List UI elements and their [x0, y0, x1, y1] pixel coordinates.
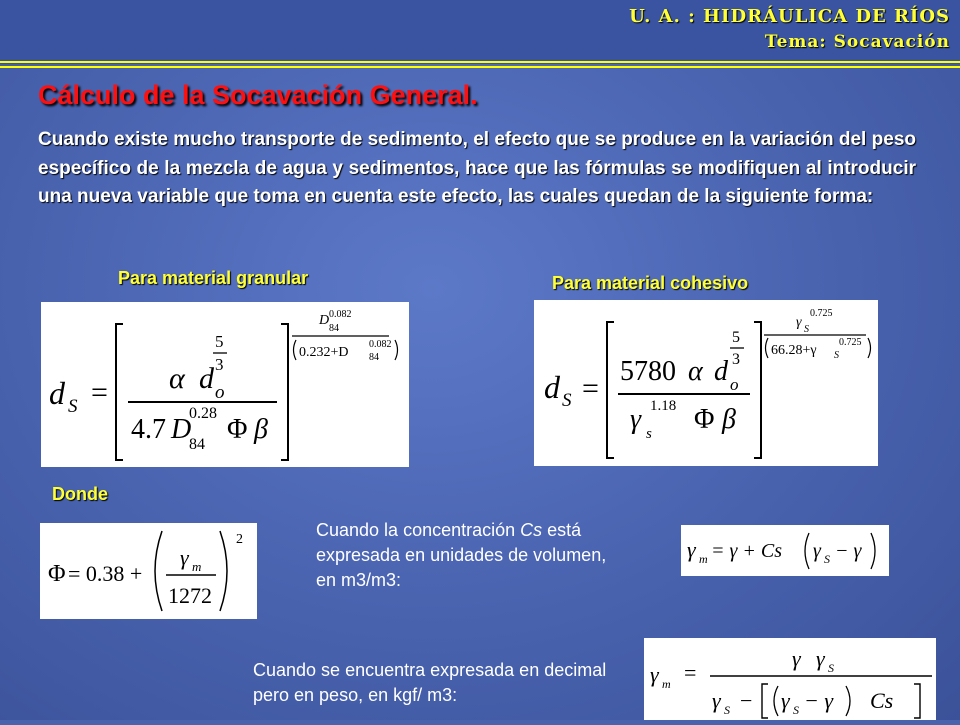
granular-formula-box — [41, 302, 409, 467]
svg-text:84: 84 — [369, 352, 379, 363]
svg-text:S: S — [562, 390, 572, 411]
svg-text:3: 3 — [215, 355, 224, 374]
svg-text:1.18: 1.18 — [650, 398, 677, 414]
slide-header — [0, 0, 960, 64]
svg-text:Φ: Φ — [48, 561, 66, 587]
svg-text:S: S — [793, 703, 799, 717]
svg-text:0.725: 0.725 — [810, 308, 833, 319]
svg-text:S: S — [724, 703, 730, 717]
cohesive-label: Para material cohesivo — [552, 273, 749, 293]
cohesive-formula — [534, 300, 878, 466]
svg-text:m: m — [699, 552, 708, 566]
svg-text:S: S — [834, 350, 839, 361]
gamma-volume-formula — [681, 525, 889, 576]
svg-text:=: = — [91, 376, 108, 409]
gamma-weight-formula — [644, 638, 936, 720]
svg-text:4.7: 4.7 — [131, 414, 166, 445]
svg-text:d: d — [199, 362, 214, 395]
svg-text:D: D — [171, 414, 192, 445]
svg-text:=: = — [684, 660, 697, 685]
svg-text:m: m — [662, 677, 671, 691]
granular-label: Para material granular — [118, 268, 309, 288]
header-divider-line — [0, 61, 960, 63]
svg-text:5: 5 — [215, 332, 224, 351]
svg-text:γ: γ — [781, 688, 790, 713]
svg-text:o: o — [215, 382, 225, 403]
svg-text:Φ: Φ — [227, 414, 248, 445]
svg-text:− γ: − γ — [804, 688, 834, 713]
svg-text:1272: 1272 — [168, 583, 212, 608]
weight-note: Cuando se encuentra expresada en decimal pero en peso, en kgf/ m3: — [253, 660, 607, 705]
svg-text:γ: γ — [816, 646, 825, 671]
svg-text:γ: γ — [180, 545, 189, 570]
svg-text:d: d — [714, 356, 728, 387]
svg-text:3: 3 — [732, 351, 740, 368]
svg-text:=: = — [582, 372, 599, 405]
svg-text:β: β — [254, 414, 268, 445]
svg-text:0.232+D: 0.232+D — [299, 345, 349, 360]
svg-text:0.725: 0.725 — [839, 337, 862, 348]
svg-text:= 0.38 +: = 0.38 + — [68, 561, 143, 586]
svg-text:m: m — [192, 559, 202, 574]
phi-formula — [40, 523, 257, 619]
svg-text:D: D — [319, 313, 330, 328]
svg-text:d: d — [544, 369, 560, 405]
gamma-volume-formula-box — [681, 525, 889, 576]
svg-text:0.082: 0.082 — [329, 309, 352, 320]
slide-title: Cálculo de la Socavación General. — [38, 80, 478, 110]
svg-text:S: S — [68, 396, 78, 417]
svg-text:γ: γ — [796, 315, 802, 330]
svg-text:− γ: − γ — [835, 540, 862, 562]
intro-paragraph: Cuando existe mucho transporte de sedimento, el efecto que se produce en la variación del peso específico de la mezcla de agua y sedimentos, hace que las fórmulas se modifiquen al introducir una nueva variable que toma en cuenta este efecto, las cuales quedan de la siguiente forma: — [38, 129, 916, 207]
svg-text:γ: γ — [712, 688, 721, 713]
svg-text:γ: γ — [687, 537, 696, 562]
header-divider-line — [0, 66, 960, 68]
svg-text:0.28: 0.28 — [189, 405, 217, 422]
svg-text:S: S — [804, 324, 809, 335]
svg-text:S: S — [828, 661, 834, 675]
svg-text:84: 84 — [189, 436, 205, 453]
volume-note: Cuando la concentración Cs está expresada en unidades de volumen, en m3/m3: — [316, 520, 607, 590]
cohesive-formula-box — [534, 300, 878, 466]
svg-text:γ: γ — [650, 662, 659, 687]
svg-text:2: 2 — [236, 532, 243, 547]
topic-title: Tema: Socavación — [764, 32, 950, 52]
course-title: U. A. : HIDRÁULICA DE RÍOS — [629, 6, 950, 27]
svg-text:84: 84 — [329, 323, 339, 334]
phi-formula-box — [40, 523, 257, 619]
svg-text:0.082: 0.082 — [369, 339, 392, 350]
svg-text:γ: γ — [630, 404, 642, 435]
svg-text:s: s — [646, 426, 652, 442]
svg-text:5780: 5780 — [620, 356, 676, 387]
svg-text:o: o — [730, 375, 739, 394]
svg-text:β: β — [722, 404, 736, 435]
svg-text:= γ + Cs: = γ + Cs — [711, 540, 782, 562]
svg-text:−: − — [740, 688, 753, 713]
svg-text:S: S — [824, 552, 830, 566]
svg-text:d: d — [49, 375, 65, 411]
svg-text:γ: γ — [813, 540, 821, 562]
svg-text:Cs: Cs — [870, 688, 894, 713]
donde-label: Donde — [52, 484, 108, 504]
svg-text:66.28+γ: 66.28+γ — [771, 343, 817, 358]
svg-text:Φ: Φ — [694, 404, 715, 435]
svg-text:α: α — [169, 362, 185, 395]
svg-text:α: α — [688, 356, 703, 387]
granular-formula — [41, 302, 409, 467]
gamma-weight-formula-box — [644, 638, 936, 720]
svg-text:γ: γ — [792, 646, 801, 671]
svg-text:5: 5 — [732, 329, 740, 346]
